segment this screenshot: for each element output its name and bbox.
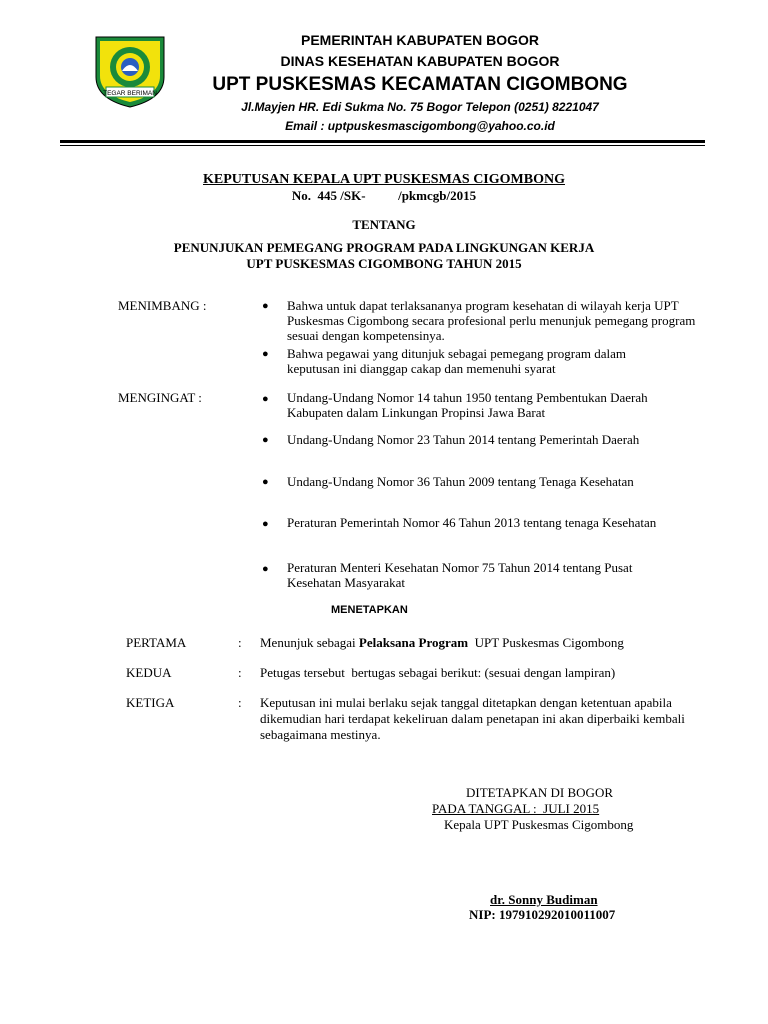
signature-position: Kepala UPT Puskesmas Cigombong xyxy=(444,817,634,832)
signatory-nip: NIP: 197910292010011007 xyxy=(469,907,616,922)
menetapkan-heading: MENETAPKAN xyxy=(331,604,408,616)
letterhead-address: Jl.Mayjen HR. Edi Sukma No. 75 Bogor Telepon (0251) 8221047 xyxy=(241,100,599,114)
menimbang-item: Bahwa pegawai yang ditunjuk sebagai pemegang program dalam keputusan ini dianggap cakap dan memenuhi syarat xyxy=(287,346,626,376)
decree-subject-line2: UPT PUSKESMAS CIGOMBONG TAHUN 2015 xyxy=(246,256,522,271)
mengingat-item: Undang-Undang Nomor 14 tahun 1950 tentang Pembentukan Daerah Kabupaten dalam Linkungan Propinsi Jawa Barat xyxy=(287,390,648,420)
mengingat-item: Peraturan Menteri Kesehatan Nomor 75 Tahun 2014 tentang Pusat Kesehatan Masyarakat xyxy=(287,560,633,590)
signatory-name: dr. Sonny Budiman xyxy=(490,892,598,907)
bullet-icon: ● xyxy=(262,393,269,405)
signature-date: PADA TANGGAL : JULI 2015 xyxy=(432,801,600,816)
bullet-icon: ● xyxy=(262,434,269,446)
pertama-colon: : xyxy=(238,635,242,650)
menimbang-label: MENIMBANG : xyxy=(118,298,207,313)
letterhead-rule-thick xyxy=(60,140,705,143)
signature-place: DITETAPKAN DI BOGOR xyxy=(466,785,614,800)
logo-motto: TEGAR BERIMAN xyxy=(103,90,157,97)
letterhead-rule-thin xyxy=(60,145,705,146)
bullet-icon: ● xyxy=(262,518,269,530)
mengingat-item: Peraturan Pemerintah Nomor 46 Tahun 2013 tentang tenaga Kesehatan xyxy=(287,515,657,530)
ketiga-text: Keputusan ini mulai berlaku sejak tanggal ditetapkan dengan ketentuan apabila dikemudian hari terdapat kekeliruan dalam penetapan ini akan diperbaiki kembali sebagaimana mestinya. xyxy=(260,695,685,742)
bullet-icon: ● xyxy=(262,476,269,488)
kedua-text: Petugas tersebut bertugas sebagai berikut: (sesuai dengan lampiran) xyxy=(260,665,616,680)
decree-number: No. 445 /SK- /pkmcgb/2015 xyxy=(291,188,477,203)
menimbang-item: Bahwa untuk dapat terlaksananya program kesehatan di wilayah kerja UPT Puskesmas Cigombong secara profesional perlu menunjuk pemegang program sesuai dengan kompetensinya. xyxy=(287,298,696,343)
kedua-colon: : xyxy=(238,665,242,680)
decree-title: KEPUTUSAN KEPALA UPT PUSKESMAS CIGOMBONG xyxy=(203,172,565,187)
letterhead-government: PEMERINTAH KABUPATEN BOGOR xyxy=(301,32,539,48)
bullet-icon: ● xyxy=(262,300,269,312)
mengingat-item: Undang-Undang Nomor 36 Tahun 2009 tentang Tenaga Kesehatan xyxy=(287,474,634,489)
mengingat-label: MENGINGAT : xyxy=(118,390,202,405)
mengingat-item: Undang-Undang Nomor 23 Tahun 2014 tentang Pemerintah Daerah xyxy=(287,432,640,447)
bullet-icon: ● xyxy=(262,348,269,360)
letterhead-email: Email : uptpuskesmascigombong@yahoo.co.id xyxy=(285,119,555,133)
pertama-label: PERTAMA xyxy=(126,635,187,650)
ketiga-colon: : xyxy=(238,695,242,710)
letterhead-institution: UPT PUSKESMAS KECAMATAN CIGOMBONG xyxy=(212,74,628,95)
pertama-text: Menunjuk sebagai Pelaksana Program UPT Puskesmas Cigombong xyxy=(260,635,624,650)
ketiga-label: KETIGA xyxy=(126,695,175,710)
letterhead-department: DINAS KESEHATAN KABUPATEN BOGOR xyxy=(280,53,560,69)
bullet-icon: ● xyxy=(262,563,269,575)
kedua-label: KEDUA xyxy=(126,665,172,680)
decree-subject-line1: PENUNJUKAN PEMEGANG PROGRAM PADA LINGKUNGAN KERJA xyxy=(173,240,595,255)
decree-tentang: TENTANG xyxy=(352,217,416,232)
